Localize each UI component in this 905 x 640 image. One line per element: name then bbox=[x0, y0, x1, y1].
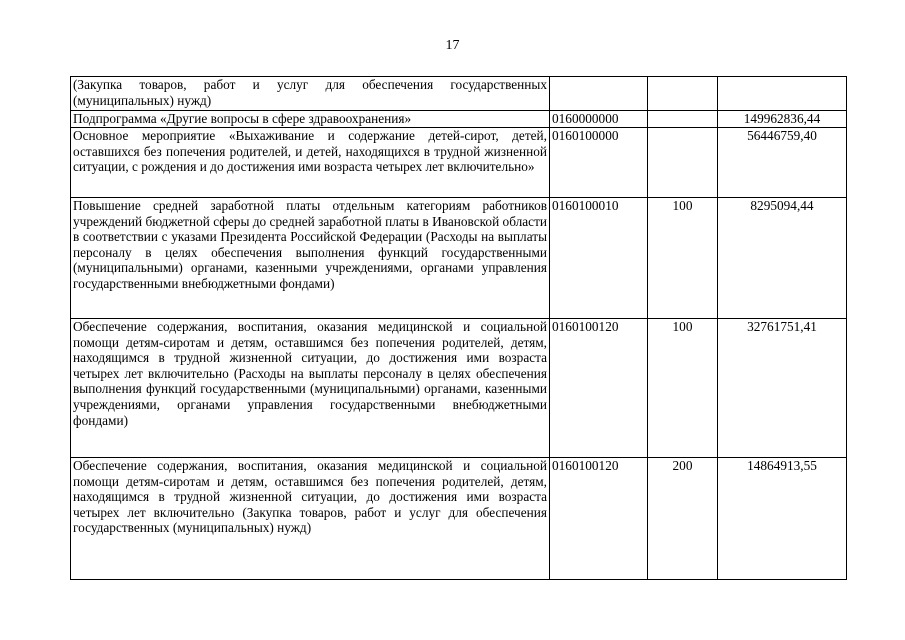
row-name: Основное мероприятие «Выхаживание и содержание детей-сирот, детей, оставшихся без попечения родителей, и детей, находящихся в трудной жизненной ситуации, с рождения и до достижения ими возраста четырех лет включительно» bbox=[71, 128, 550, 198]
table-row bbox=[71, 128, 847, 198]
row-name: Повышение средней заработной платы отдельным категориям работников учреждений бюджетной сферы до средней заработной платы в Ивановской области в соответствии с указами Президента Российской Федерации (Расходы на выплаты персоналу в целях обеспечения выполнения функций государственными (муниципальными) органами, казенными учреждениями, органами управления государственными внебюджетными фондами) bbox=[71, 198, 550, 319]
row-code: 0160100120 bbox=[550, 319, 648, 458]
row-sum: 32761751,41 bbox=[718, 319, 847, 458]
page-number: 17 bbox=[445, 38, 460, 53]
table-row bbox=[71, 198, 847, 319]
row-expense-type bbox=[648, 128, 718, 198]
row-sum: 56446759,40 bbox=[718, 128, 847, 198]
row-expense-type bbox=[648, 111, 718, 128]
table-row bbox=[71, 319, 847, 458]
row-code: 0160100120 bbox=[550, 458, 648, 580]
row-expense-type bbox=[648, 77, 718, 111]
row-expense-type: 100 bbox=[648, 198, 718, 319]
row-sum: 8295094,44 bbox=[718, 198, 847, 319]
row-name: Обеспечение содержания, воспитания, оказания медицинской и социальной помощи детям-сиротам и детям, оставшимся без попечения родителей, детям, находящимся в трудной жизненной ситуации, до достижения ими возраста четырех лет включительно (Расходы на выплаты персоналу в целях обеспечения выполнения функций государственными (муниципальными) органами, казенными учреждениями, органами управления государственными внебюджетными фондами) bbox=[71, 319, 550, 458]
table-row bbox=[71, 458, 847, 580]
table-row bbox=[71, 111, 847, 128]
row-name: Подпрограмма «Другие вопросы в сфере здравоохранения» bbox=[71, 111, 550, 128]
table-row bbox=[71, 77, 847, 111]
row-expense-type: 200 bbox=[648, 458, 718, 580]
row-name: Обеспечение содержания, воспитания, оказания медицинской и социальной помощи детям-сиротам и детям, оставшимся без попечения родителей, детям, находящимся в трудной жизненной ситуации, до достижения ими возраста четырех лет включительно (Закупка товаров, работ и услуг для обеспечения государственных (муниципальных) нужд) bbox=[71, 458, 550, 580]
row-sum: 14864913,55 bbox=[718, 458, 847, 580]
row-code: 0160000000 bbox=[550, 111, 648, 128]
row-name: (Закупка товаров, работ и услуг для обеспечения государственных (муниципальных) нужд) bbox=[71, 77, 550, 111]
row-code: 0160100000 bbox=[550, 128, 648, 198]
row-code: 0160100010 bbox=[550, 198, 648, 319]
budget-table bbox=[70, 76, 847, 580]
row-sum: 149962836,44 bbox=[718, 111, 847, 128]
row-sum bbox=[718, 77, 847, 111]
row-code bbox=[550, 77, 648, 111]
row-expense-type: 100 bbox=[648, 319, 718, 458]
